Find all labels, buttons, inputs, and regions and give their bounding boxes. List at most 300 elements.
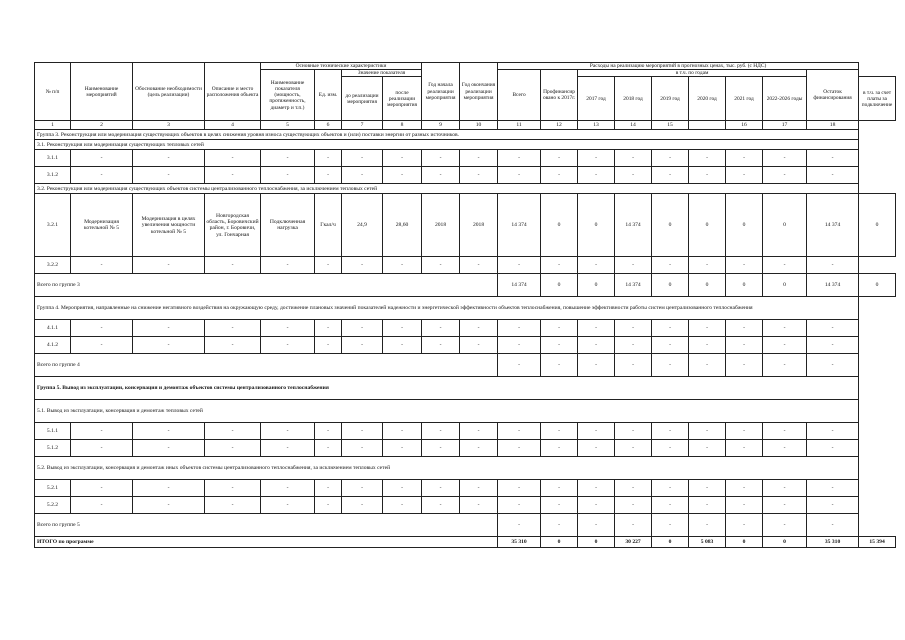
itogo-label: ИТОГО по программе bbox=[35, 537, 498, 548]
empty-value-cell: - bbox=[541, 337, 578, 354]
empty-value-cell: - bbox=[133, 423, 205, 440]
empty-value-cell: - bbox=[726, 514, 763, 537]
empty-value-cell: - bbox=[578, 257, 615, 274]
empty-value-cell: - bbox=[615, 150, 652, 167]
empty-value-cell: - bbox=[460, 423, 498, 440]
empty-value-cell: - bbox=[689, 440, 726, 457]
empty-value-cell: - bbox=[342, 337, 383, 354]
empty-value-cell: - bbox=[726, 150, 763, 167]
row-location: Новгородская область, Боровичский район, г. Боровичи, ул. Гончарная bbox=[205, 194, 261, 257]
empty-value-cell: - bbox=[261, 423, 315, 440]
header-year-end: Год окончания реализации мероприятия bbox=[460, 63, 498, 121]
empty-value-cell: - bbox=[261, 167, 315, 184]
row-after: 28,60 bbox=[383, 194, 422, 257]
row-start: 2018 bbox=[422, 194, 460, 257]
total-sum: 14 374 bbox=[498, 274, 541, 297]
empty-value-cell: - bbox=[615, 497, 652, 514]
empty-value-cell: - bbox=[133, 257, 205, 274]
col-number: 6 bbox=[315, 121, 342, 130]
table-row bbox=[35, 320, 896, 337]
empty-value-cell: - bbox=[422, 440, 460, 457]
col-number: 10 bbox=[460, 121, 498, 130]
empty-value-cell: - bbox=[205, 440, 261, 457]
col-number: 1 bbox=[35, 121, 71, 130]
col-number: 15 bbox=[652, 121, 689, 130]
table-row bbox=[35, 497, 896, 514]
empty-value-cell: - bbox=[71, 320, 133, 337]
row-before: 24,9 bbox=[342, 194, 383, 257]
itogo-y2021: 0 bbox=[726, 537, 763, 548]
empty-value-cell: - bbox=[541, 514, 578, 537]
itogo-y2017: 0 bbox=[578, 537, 615, 548]
empty-value-cell: - bbox=[541, 440, 578, 457]
empty-value-cell: - bbox=[726, 320, 763, 337]
table-row bbox=[35, 257, 896, 274]
empty-value-cell: - bbox=[578, 497, 615, 514]
table-row bbox=[35, 167, 896, 184]
empty-value-cell: - bbox=[615, 337, 652, 354]
header-year-start: Год начала реализации мероприятия bbox=[422, 63, 460, 121]
itogo-remaining: 35 310 bbox=[807, 537, 859, 548]
col-number: 3 bbox=[133, 121, 205, 130]
row-remaining: 14 374 bbox=[807, 194, 859, 257]
empty-value-cell: - bbox=[422, 480, 460, 497]
empty-value-cell: - bbox=[422, 257, 460, 274]
empty-value-cell: - bbox=[205, 150, 261, 167]
empty-value-cell: - bbox=[383, 257, 422, 274]
row-name: Модернизация котельной № 5 bbox=[71, 194, 133, 257]
empty-value-cell: - bbox=[807, 150, 859, 167]
empty-value-cell: - bbox=[578, 337, 615, 354]
empty-value-cell: - bbox=[342, 150, 383, 167]
total-y2018: 14 374 bbox=[615, 274, 652, 297]
header-year-2022-2026: 2022-2026 годы bbox=[763, 77, 807, 121]
empty-value-cell: - bbox=[383, 497, 422, 514]
empty-value-cell: - bbox=[652, 257, 689, 274]
row-y2017: 0 bbox=[578, 194, 615, 257]
header-indicator-name: Наименование показателя (мощность, протяженность, диаметр и т.п.) bbox=[261, 70, 315, 121]
empty-value-cell: - bbox=[498, 320, 541, 337]
empty-value-cell: - bbox=[689, 354, 726, 377]
row-num: 3.2.2 bbox=[35, 257, 71, 274]
empty-value-cell: - bbox=[689, 423, 726, 440]
empty-value-cell: - bbox=[498, 257, 541, 274]
empty-value-cell: - bbox=[383, 167, 422, 184]
col-number: 18 bbox=[807, 121, 859, 130]
row-y2022: 0 bbox=[763, 194, 807, 257]
empty-value-cell: - bbox=[652, 497, 689, 514]
empty-value-cell: - bbox=[71, 440, 133, 457]
subgroup-3-2-title: 3.2. Реконструкция или модернизация существующих объектов системы централизованного теплоснабжения, за исключением тепловых сетей bbox=[35, 184, 859, 194]
empty-value-cell: - bbox=[460, 497, 498, 514]
empty-value-cell: - bbox=[422, 497, 460, 514]
empty-value-cell: - bbox=[689, 150, 726, 167]
empty-value-cell: - bbox=[763, 497, 807, 514]
empty-value-cell: - bbox=[133, 440, 205, 457]
empty-value-cell: - bbox=[315, 167, 342, 184]
empty-value-cell: - bbox=[342, 440, 383, 457]
empty-value-cell: - bbox=[578, 354, 615, 377]
itogo-y2022: 0 bbox=[763, 537, 807, 548]
empty-value-cell: - bbox=[315, 423, 342, 440]
empty-value-cell: - bbox=[615, 320, 652, 337]
subgroup-5-1-title: 5.1. Вывод из эксплуатации, консервация и демонтаж тепловых сетей bbox=[35, 400, 859, 423]
empty-value-cell: - bbox=[261, 440, 315, 457]
empty-value-cell: - bbox=[763, 167, 807, 184]
col-number: 2 bbox=[71, 121, 133, 130]
col-number: 16 bbox=[726, 121, 763, 130]
investment-program-table-sheet bbox=[34, 62, 896, 548]
group-5-total-row bbox=[35, 514, 896, 537]
header-total: Всего bbox=[498, 70, 541, 121]
empty-value-cell: - bbox=[541, 167, 578, 184]
header-unit: Ед. изм. bbox=[315, 70, 342, 121]
empty-value-cell: - bbox=[652, 167, 689, 184]
row-total: 14 374 bbox=[498, 194, 541, 257]
empty-value-cell: - bbox=[261, 480, 315, 497]
empty-value-cell: - bbox=[315, 257, 342, 274]
program-total-row bbox=[35, 537, 896, 548]
empty-value-cell: - bbox=[261, 320, 315, 337]
empty-value-cell: - bbox=[578, 150, 615, 167]
total-y2019: 0 bbox=[652, 274, 689, 297]
empty-value-cell: - bbox=[689, 514, 726, 537]
empty-value-cell: - bbox=[498, 167, 541, 184]
itogo-total: 35 310 bbox=[498, 537, 541, 548]
col-number: 14 bbox=[615, 121, 652, 130]
empty-value-cell: - bbox=[133, 497, 205, 514]
empty-value-cell: - bbox=[383, 423, 422, 440]
empty-value-cell: - bbox=[807, 497, 859, 514]
empty-value-cell: - bbox=[763, 257, 807, 274]
empty-value-cell: - bbox=[315, 480, 342, 497]
col-number: 8 bbox=[383, 121, 422, 130]
empty-value-cell: - bbox=[422, 150, 460, 167]
empty-value-cell: - bbox=[133, 320, 205, 337]
empty-value-cell: - bbox=[71, 480, 133, 497]
total-label: Всего по группе 5 bbox=[35, 514, 498, 537]
empty-value-cell: - bbox=[315, 320, 342, 337]
empty-value-cell: - bbox=[615, 480, 652, 497]
itogo-fee: 15 394 bbox=[859, 537, 896, 548]
empty-value-cell: - bbox=[763, 354, 807, 377]
total-label: Всего по группе 3 bbox=[35, 274, 498, 297]
header-year-2018: 2018 год bbox=[615, 77, 652, 121]
empty-value-cell: - bbox=[763, 480, 807, 497]
row-indicator: Подключенная нагрузка bbox=[261, 194, 315, 257]
empty-value-cell: - bbox=[133, 480, 205, 497]
group-4-total-row bbox=[35, 354, 896, 377]
empty-value-cell: - bbox=[315, 497, 342, 514]
table-row bbox=[35, 480, 896, 497]
header-year-2019: 2019 год bbox=[652, 77, 689, 121]
empty-value-cell: - bbox=[315, 150, 342, 167]
row-y2021: 0 bbox=[726, 194, 763, 257]
empty-value-cell: - bbox=[383, 150, 422, 167]
subgroup-3-1-title: 3.1. Реконструкция или модернизация существующих тепловых сетей bbox=[35, 140, 859, 150]
empty-value-cell: - bbox=[460, 167, 498, 184]
header-year-2020: 2020 год bbox=[689, 77, 726, 121]
empty-value-cell: - bbox=[763, 337, 807, 354]
empty-value-cell: - bbox=[541, 320, 578, 337]
subgroup-5-2-title: 5.2. Вывод из эксплуатации, консервация и демонтаж иных объектов системы централизованного теплоснабжения, за исключением тепловых сетей bbox=[35, 457, 859, 480]
empty-value-cell: - bbox=[133, 337, 205, 354]
empty-value-cell: - bbox=[71, 497, 133, 514]
empty-value-cell: - bbox=[342, 257, 383, 274]
empty-value-cell: - bbox=[807, 423, 859, 440]
empty-value-cell: - bbox=[615, 257, 652, 274]
empty-value-cell: - bbox=[133, 167, 205, 184]
empty-value-cell: - bbox=[652, 514, 689, 537]
empty-value-cell: - bbox=[652, 480, 689, 497]
empty-value-cell: - bbox=[541, 257, 578, 274]
total-remaining: 14 374 bbox=[807, 274, 859, 297]
row-num: 5.1.2 bbox=[35, 440, 71, 457]
table-row bbox=[35, 150, 896, 167]
empty-value-cell: - bbox=[578, 320, 615, 337]
empty-value-cell: - bbox=[498, 354, 541, 377]
header-location: Описание и место расположения объекта bbox=[205, 63, 261, 121]
empty-value-cell: - bbox=[342, 320, 383, 337]
table-row bbox=[35, 337, 896, 354]
header-name: Наименование мероприятий bbox=[71, 63, 133, 121]
empty-value-cell: - bbox=[383, 480, 422, 497]
empty-value-cell: - bbox=[498, 440, 541, 457]
empty-value-cell: - bbox=[205, 497, 261, 514]
empty-value-cell: - bbox=[422, 423, 460, 440]
empty-value-cell: - bbox=[726, 337, 763, 354]
header-tech-group: Основные технические характеристики bbox=[261, 63, 422, 70]
empty-value-cell: - bbox=[807, 167, 859, 184]
empty-value-cell: - bbox=[763, 440, 807, 457]
empty-value-cell: - bbox=[578, 514, 615, 537]
empty-value-cell: - bbox=[342, 480, 383, 497]
header-remaining: Остаток финансирования bbox=[807, 70, 859, 121]
header-costs-group: Расходы на реализацию мероприятий в прогнозных ценах, тыс. руб. (с НДС) bbox=[498, 63, 859, 70]
total-financed: 0 bbox=[541, 274, 578, 297]
empty-value-cell: - bbox=[615, 167, 652, 184]
col-number: 9 bbox=[422, 121, 460, 130]
empty-value-cell: - bbox=[541, 150, 578, 167]
empty-value-cell: - bbox=[652, 423, 689, 440]
empty-value-cell: - bbox=[261, 337, 315, 354]
empty-value-cell: - bbox=[498, 337, 541, 354]
empty-value-cell: - bbox=[652, 320, 689, 337]
empty-value-cell: - bbox=[726, 257, 763, 274]
empty-value-cell: - bbox=[689, 320, 726, 337]
header-year-2017: 2017 год bbox=[578, 77, 615, 121]
empty-value-cell: - bbox=[578, 167, 615, 184]
empty-value-cell: - bbox=[422, 320, 460, 337]
col-number: 12 bbox=[541, 121, 578, 130]
row-basis: Модернизация в целях увеличения мощности котельной № 5 bbox=[133, 194, 205, 257]
empty-value-cell: - bbox=[498, 480, 541, 497]
col-number: 5 bbox=[261, 121, 315, 130]
empty-value-cell: - bbox=[726, 497, 763, 514]
empty-value-cell: - bbox=[71, 150, 133, 167]
empty-value-cell: - bbox=[383, 320, 422, 337]
empty-value-cell: - bbox=[460, 337, 498, 354]
total-y2021: 0 bbox=[726, 274, 763, 297]
empty-value-cell: - bbox=[342, 497, 383, 514]
total-fee: 0 bbox=[859, 274, 896, 297]
row-end: 2018 bbox=[460, 194, 498, 257]
group-3-title: Группа 3. Реконструкция или модернизация существующих объектов в целях снижения уровня износа существующих объектов и (или) поставки энергии от разных источников. bbox=[35, 130, 859, 140]
empty-value-cell: - bbox=[689, 167, 726, 184]
table-row bbox=[35, 423, 896, 440]
empty-value-cell: - bbox=[205, 480, 261, 497]
empty-value-cell: - bbox=[689, 337, 726, 354]
empty-value-cell: - bbox=[763, 150, 807, 167]
empty-value-cell: - bbox=[460, 150, 498, 167]
col-number bbox=[689, 121, 726, 130]
row-unit: Гкал/ч bbox=[315, 194, 342, 257]
row-num: 5.2.1 bbox=[35, 480, 71, 497]
empty-value-cell: - bbox=[578, 480, 615, 497]
empty-value-cell: - bbox=[763, 423, 807, 440]
empty-value-cell: - bbox=[71, 257, 133, 274]
group-4-title: Группа 4. Мероприятия, направленные на снижение негативного воздействия на окружающую среду, достижение плановых значений показателей надежности и энергетической эффективности объектов теплоснабжения, повышение эффективности работы систем централизованного теплоснабжения bbox=[35, 297, 859, 320]
empty-value-cell: - bbox=[615, 423, 652, 440]
empty-value-cell: - bbox=[71, 423, 133, 440]
empty-value-cell: - bbox=[422, 167, 460, 184]
empty-value-cell: - bbox=[460, 257, 498, 274]
empty-value-cell: - bbox=[205, 337, 261, 354]
empty-value-cell: - bbox=[261, 150, 315, 167]
row-num: 4.1.2 bbox=[35, 337, 71, 354]
total-y2022: 0 bbox=[763, 274, 807, 297]
total-label: Всего по группе 4 bbox=[35, 354, 498, 377]
itogo-y2019: 0 bbox=[652, 537, 689, 548]
empty-value-cell: - bbox=[652, 150, 689, 167]
empty-value-cell: - bbox=[541, 480, 578, 497]
header-value-group: Значение показателя bbox=[342, 70, 422, 77]
row-num: 3.2.1 bbox=[35, 194, 71, 257]
empty-value-cell: - bbox=[541, 497, 578, 514]
row-y2018: 14 374 bbox=[615, 194, 652, 257]
row-fee: 0 bbox=[859, 194, 896, 257]
empty-value-cell: - bbox=[726, 423, 763, 440]
empty-value-cell: - bbox=[578, 440, 615, 457]
group-5-title: Группа 5. Вывод из эксплуатации, консервация и демонтаж объектов системы централизованного теплоснабжения bbox=[35, 377, 859, 400]
group-3-total-row bbox=[35, 274, 896, 297]
empty-value-cell: - bbox=[615, 440, 652, 457]
empty-value-cell: - bbox=[342, 167, 383, 184]
empty-value-cell: - bbox=[261, 497, 315, 514]
row-num: 3.1.2 bbox=[35, 167, 71, 184]
empty-value-cell: - bbox=[726, 440, 763, 457]
empty-value-cell: - bbox=[807, 257, 859, 274]
empty-value-cell: - bbox=[541, 354, 578, 377]
empty-value-cell: - bbox=[315, 337, 342, 354]
row-financed: 0 bbox=[541, 194, 578, 257]
row-num: 5.2.2 bbox=[35, 497, 71, 514]
row-num: 3.1.1 bbox=[35, 150, 71, 167]
header-before: до реализации мероприятия bbox=[342, 77, 383, 121]
header-year-2021: 2021 год bbox=[726, 77, 763, 121]
empty-value-cell: - bbox=[807, 337, 859, 354]
row-y2020: 0 bbox=[689, 194, 726, 257]
empty-value-cell: - bbox=[689, 257, 726, 274]
row-y2019: 0 bbox=[652, 194, 689, 257]
col-number: 7 bbox=[342, 121, 383, 130]
col-number: 13 bbox=[578, 121, 615, 130]
table-row bbox=[35, 440, 896, 457]
empty-value-cell: - bbox=[807, 440, 859, 457]
empty-value-cell: - bbox=[342, 423, 383, 440]
empty-value-cell: - bbox=[205, 167, 261, 184]
header-after: после реализации мероприятия bbox=[383, 77, 422, 121]
empty-value-cell: - bbox=[689, 480, 726, 497]
table-row bbox=[35, 194, 896, 257]
row-num: 4.1.1 bbox=[35, 320, 71, 337]
empty-value-cell: - bbox=[71, 337, 133, 354]
itogo-y2020: 5 083 bbox=[689, 537, 726, 548]
empty-value-cell: - bbox=[205, 423, 261, 440]
header-num: № п/п bbox=[35, 63, 71, 121]
empty-value-cell: - bbox=[807, 320, 859, 337]
empty-value-cell: - bbox=[807, 354, 859, 377]
empty-value-cell: - bbox=[689, 497, 726, 514]
column-numbers-row bbox=[35, 121, 896, 130]
empty-value-cell: - bbox=[383, 440, 422, 457]
empty-value-cell: - bbox=[205, 320, 261, 337]
empty-value-cell: - bbox=[807, 480, 859, 497]
empty-value-cell: - bbox=[205, 257, 261, 274]
empty-value-cell: - bbox=[498, 497, 541, 514]
empty-value-cell: - bbox=[652, 354, 689, 377]
empty-value-cell: - bbox=[315, 440, 342, 457]
empty-value-cell: - bbox=[726, 354, 763, 377]
total-y2020: 0 bbox=[689, 274, 726, 297]
col-number: 11 bbox=[498, 121, 541, 130]
empty-value-cell: - bbox=[541, 423, 578, 440]
empty-value-cell: - bbox=[615, 354, 652, 377]
row-num: 5.1.1 bbox=[35, 423, 71, 440]
header-fee: в т.ч. за счет платы за подключение bbox=[859, 77, 896, 121]
col-number: 17 bbox=[763, 121, 807, 130]
empty-value-cell: - bbox=[652, 440, 689, 457]
empty-value-cell: - bbox=[383, 337, 422, 354]
empty-value-cell: - bbox=[261, 257, 315, 274]
empty-value-cell: - bbox=[578, 423, 615, 440]
total-y2017: 0 bbox=[578, 274, 615, 297]
empty-value-cell: - bbox=[460, 480, 498, 497]
investment-table bbox=[34, 62, 896, 548]
empty-value-cell: - bbox=[763, 320, 807, 337]
empty-value-cell: - bbox=[807, 514, 859, 537]
empty-value-cell: - bbox=[615, 514, 652, 537]
empty-value-cell: - bbox=[763, 514, 807, 537]
itogo-y2018: 30 227 bbox=[615, 537, 652, 548]
empty-value-cell: - bbox=[498, 514, 541, 537]
empty-value-cell: - bbox=[726, 167, 763, 184]
empty-value-cell: - bbox=[498, 150, 541, 167]
empty-value-cell: - bbox=[133, 150, 205, 167]
itogo-financed: 0 bbox=[541, 537, 578, 548]
empty-value-cell: - bbox=[498, 423, 541, 440]
empty-value-cell: - bbox=[652, 337, 689, 354]
header-basis: Обоснование необходимости (цель реализации) bbox=[133, 63, 205, 121]
empty-value-cell: - bbox=[726, 480, 763, 497]
col-number: 4 bbox=[205, 121, 261, 130]
header-years-group: в т.ч. по годам bbox=[578, 70, 807, 77]
empty-value-cell: - bbox=[71, 167, 133, 184]
header-financed: Профинансировано к 2017г. bbox=[541, 70, 578, 121]
empty-value-cell: - bbox=[422, 337, 460, 354]
empty-value-cell: - bbox=[460, 320, 498, 337]
empty-value-cell: - bbox=[460, 440, 498, 457]
